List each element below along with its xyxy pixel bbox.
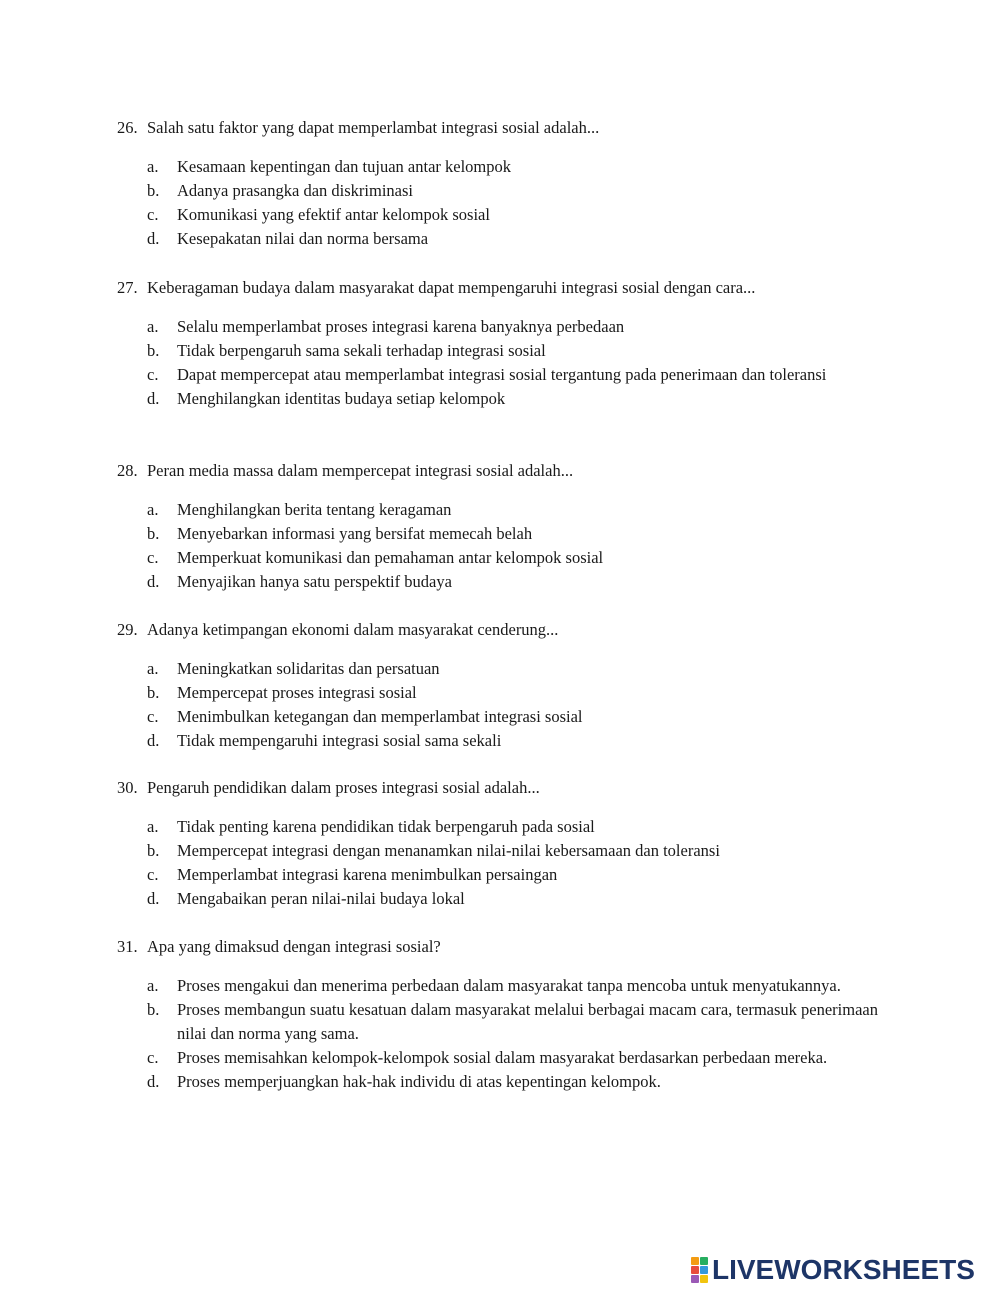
- option-text: Mengabaikan peran nilai-nilai budaya lokal: [177, 889, 465, 908]
- logo-block: [700, 1257, 708, 1265]
- option-text: Kesepakatan nilai dan norma bersama: [177, 229, 429, 248]
- question-28: [117, 459, 917, 594]
- option-letter: d.: [147, 389, 160, 408]
- logo-block: [700, 1266, 708, 1274]
- question-27: [117, 276, 917, 411]
- option-letter: a.: [147, 976, 159, 995]
- logo-block: [691, 1266, 699, 1274]
- option-d: [117, 570, 917, 594]
- question-number: 27.: [117, 278, 138, 297]
- option-letter: b.: [147, 841, 160, 860]
- option-letter: c.: [147, 707, 159, 726]
- option-letter: a.: [147, 817, 159, 836]
- question-text: Salah satu faktor yang dapat memperlambat integrasi sosial adalah...: [147, 118, 600, 137]
- option-text: Memperkuat komunikasi dan pemahaman antar kelompok sosial: [177, 548, 604, 567]
- option-text: Proses memperjuangkan hak-hak individu di atas kepentingan kelompok.: [177, 1072, 661, 1091]
- option-letter: a.: [147, 500, 159, 519]
- option-letter: d.: [147, 1072, 160, 1091]
- option-text: Menghilangkan identitas budaya setiap kelompok: [177, 389, 506, 408]
- question-31: [117, 935, 917, 1094]
- option-letter: b.: [147, 341, 160, 360]
- option-text: Mempercepat integrasi dengan menanamkan nilai-nilai kebersamaan dan toleransi: [177, 841, 720, 860]
- option-text: Mempercepat proses integrasi sosial: [177, 683, 417, 702]
- option-text: Proses membangun suatu kesatuan dalam masyarakat melalui berbagai macam cara, termasuk penerimaan nilai dan norma yang sama.: [177, 1000, 878, 1043]
- question-26: [117, 116, 917, 251]
- question-text: Adanya ketimpangan ekonomi dalam masyarakat cenderung...: [147, 620, 559, 639]
- option-text: Menyajikan hanya satu perspektif budaya: [177, 572, 452, 591]
- option-b: [117, 998, 917, 1046]
- option-letter: b.: [147, 1000, 160, 1019]
- option-text: Tidak penting karena pendidikan tidak berpengaruh pada sosial: [177, 817, 595, 836]
- option-letter: b.: [147, 524, 160, 543]
- option-letter: c.: [147, 365, 159, 384]
- option-letter: d.: [147, 572, 160, 591]
- liveworksheets-logo: [691, 1255, 975, 1285]
- option-d: [117, 387, 917, 411]
- logo-block: [700, 1275, 708, 1283]
- option-c: [117, 363, 917, 387]
- option-b: [117, 839, 917, 863]
- logo-blocks-icon: [691, 1257, 708, 1283]
- option-text: Dapat mempercepat atau memperlambat integrasi sosial tergantung pada penerimaan dan toleransi: [177, 365, 827, 384]
- options-list: [117, 815, 917, 911]
- option-letter: c.: [147, 205, 159, 224]
- option-d: [117, 1070, 917, 1094]
- option-d: [117, 227, 917, 251]
- options-list: [117, 498, 917, 594]
- question-text: Pengaruh pendidikan dalam proses integrasi sosial adalah...: [147, 778, 540, 797]
- option-c: [117, 1046, 917, 1070]
- option-c: [117, 705, 917, 729]
- question-text: Apa yang dimaksud dengan integrasi sosial?: [147, 937, 441, 956]
- option-text: Proses mengakui dan menerima perbedaan dalam masyarakat tanpa mencoba untuk menyatukannya.: [177, 976, 841, 995]
- option-text: Memperlambat integrasi karena menimbulkan persaingan: [177, 865, 558, 884]
- option-b: [117, 179, 917, 203]
- options-list: [117, 974, 917, 1094]
- logo-block: [691, 1275, 699, 1283]
- option-letter: a.: [147, 317, 159, 336]
- option-a: [117, 498, 917, 522]
- option-text: Kesamaan kepentingan dan tujuan antar kelompok: [177, 157, 512, 176]
- option-a: [117, 974, 917, 998]
- option-text: Komunikasi yang efektif antar kelompok sosial: [177, 205, 490, 224]
- option-letter: a.: [147, 659, 159, 678]
- option-letter: a.: [147, 157, 159, 176]
- option-b: [117, 681, 917, 705]
- logo-text: LIVEWORKSHEETS: [712, 1254, 975, 1285]
- question-text: Keberagaman budaya dalam masyarakat dapat mempengaruhi integrasi sosial dengan cara...: [147, 278, 756, 297]
- option-d: [117, 887, 917, 911]
- option-text: Tidak berpengaruh sama sekali terhadap integrasi sosial: [177, 341, 546, 360]
- option-a: [117, 815, 917, 839]
- option-c: [117, 546, 917, 570]
- option-letter: d.: [147, 889, 160, 908]
- question-number: 30.: [117, 778, 138, 797]
- question-30: [117, 776, 917, 911]
- option-text: Menghilangkan berita tentang keragaman: [177, 500, 452, 519]
- question-number: 31.: [117, 937, 138, 956]
- question-number: 26.: [117, 118, 138, 137]
- option-b: [117, 339, 917, 363]
- question-text: Peran media massa dalam mempercepat integrasi sosial adalah...: [147, 461, 574, 480]
- option-letter: b.: [147, 683, 160, 702]
- option-text: Menimbulkan ketegangan dan memperlambat integrasi sosial: [177, 707, 583, 726]
- option-letter: d.: [147, 731, 160, 750]
- option-d: [117, 729, 917, 753]
- logo-block: [691, 1257, 699, 1265]
- option-text: Tidak mempengaruhi integrasi sosial sama sekali: [177, 731, 502, 750]
- option-a: [117, 155, 917, 179]
- option-text: Meningkatkan solidaritas dan persatuan: [177, 659, 440, 678]
- option-letter: c.: [147, 1048, 159, 1067]
- option-letter: b.: [147, 181, 160, 200]
- option-letter: d.: [147, 229, 160, 248]
- options-list: [117, 657, 917, 753]
- option-text: Menyebarkan informasi yang bersifat memecah belah: [177, 524, 533, 543]
- option-text: Adanya prasangka dan diskriminasi: [177, 181, 413, 200]
- option-c: [117, 863, 917, 887]
- options-list: [117, 315, 917, 411]
- option-b: [117, 522, 917, 546]
- option-c: [117, 203, 917, 227]
- option-text: Proses memisahkan kelompok-kelompok sosial dalam masyarakat berdasarkan perbedaan mereka.: [177, 1048, 828, 1067]
- option-text: Selalu memperlambat proses integrasi karena banyaknya perbedaan: [177, 317, 625, 336]
- question-number: 29.: [117, 620, 138, 639]
- question-number: 28.: [117, 461, 138, 480]
- options-list: [117, 155, 917, 251]
- option-a: [117, 657, 917, 681]
- option-a: [117, 315, 917, 339]
- question-29: [117, 618, 917, 753]
- option-letter: c.: [147, 865, 159, 884]
- option-letter: c.: [147, 548, 159, 567]
